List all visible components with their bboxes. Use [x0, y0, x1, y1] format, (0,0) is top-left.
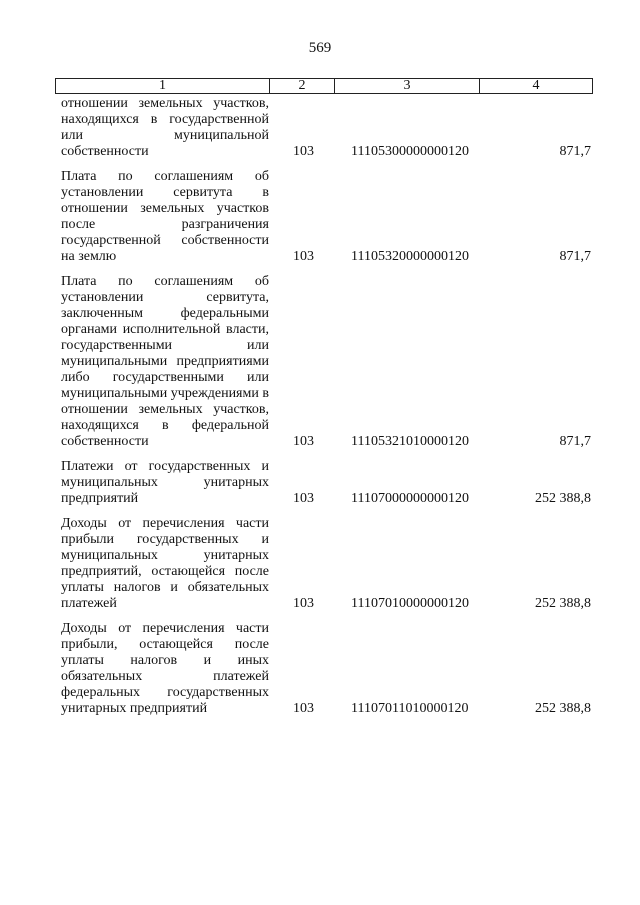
row-description: Доходы от перечисления части прибыли государственных и муниципальных унитарных предприятий, остающейся после уплаты налогов и обязательных платежей [61, 516, 269, 611]
row-amount: 871,7 [559, 434, 591, 449]
row-admin-code: 103 [293, 596, 314, 611]
row-classification-code: 11107010000000120 [351, 596, 469, 611]
table-row [55, 169, 600, 265]
row-amount: 252 388,8 [535, 491, 591, 506]
row-description: Плата по соглашениям об установлении сервитута, заключенным федеральными органами исполнительной власти, государственными или муниципальными предприятиями либо государственными или муниципальными учреждениями в отношении земельных участков, находящихся в федеральной собственности [61, 274, 269, 449]
table-body [55, 96, 600, 726]
row-classification-code: 11105300000000120 [351, 144, 469, 159]
row-admin-code: 103 [293, 701, 314, 716]
row-admin-code: 103 [293, 491, 314, 506]
table-row [55, 621, 600, 717]
row-admin-code: 103 [293, 144, 314, 159]
row-classification-code: 11105321010000120 [351, 434, 469, 449]
row-admin-code: 103 [293, 249, 314, 264]
row-description: отношении земельных участков, находящихся в государственной или муниципальной собственности [61, 96, 269, 159]
row-description: Доходы от перечисления части прибыли, остающейся после уплаты налогов и иных обязательных платежей федеральных государственных унитарных предприятий [61, 621, 269, 716]
header-col-4: 4 [479, 79, 592, 93]
table-header [55, 78, 593, 94]
row-admin-code: 103 [293, 434, 314, 449]
header-col-1: 1 [159, 78, 166, 93]
row-classification-code: 11107011010000120 [351, 701, 469, 716]
row-amount: 871,7 [559, 249, 591, 264]
row-classification-code: 11105320000000120 [351, 249, 469, 264]
row-classification-code: 11107000000000120 [351, 491, 469, 506]
row-amount: 871,7 [559, 144, 591, 159]
row-amount: 252 388,8 [535, 596, 591, 611]
table-row [55, 96, 600, 160]
row-amount: 252 388,8 [535, 701, 591, 716]
header-col-2: 2 [269, 79, 334, 93]
row-description: Платежи от государственных и муниципальных унитарных предприятий [61, 459, 269, 506]
table-row [55, 274, 600, 450]
table-row [55, 516, 600, 612]
page-number: 569 [308, 40, 332, 56]
row-description: Плата по соглашениям об установлении сервитута в отношении земельных участков после разграничения государственной собственности на землю [61, 169, 269, 264]
table-row [55, 459, 600, 507]
header-col-3: 3 [334, 79, 479, 93]
